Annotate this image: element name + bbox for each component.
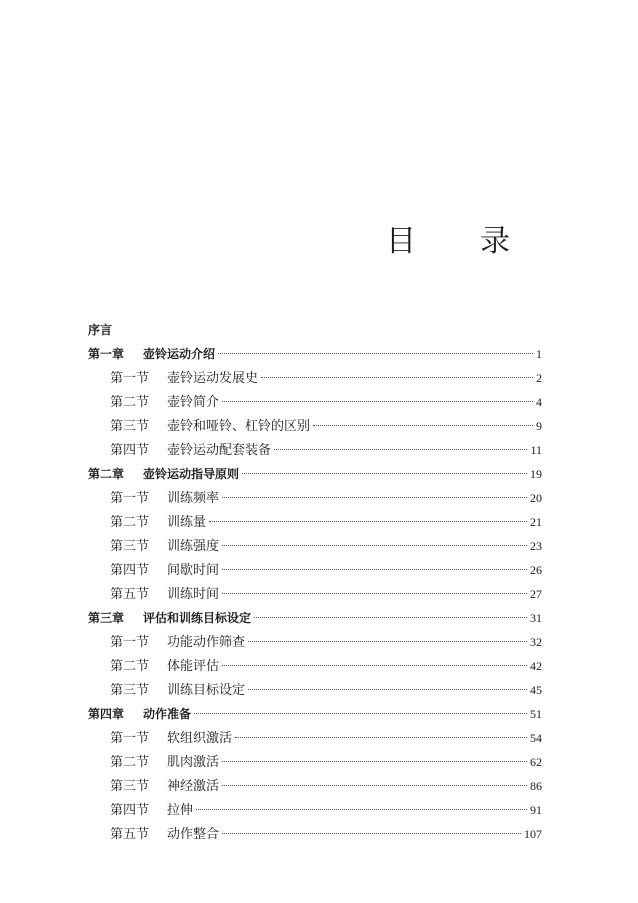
page-number: 4 xyxy=(536,395,542,409)
page-number: 31 xyxy=(530,611,542,625)
chapter-number: 第三章 xyxy=(88,611,125,625)
toc-section-row[interactable] xyxy=(88,390,542,414)
page-number: 27 xyxy=(530,587,542,601)
section-number: 第五节 xyxy=(110,587,150,602)
page-number: 51 xyxy=(530,707,542,721)
page-number: 45 xyxy=(530,683,542,697)
section-title: 壶铃运动发展史 xyxy=(167,371,259,386)
section-title: 肌肉激活 xyxy=(167,755,220,770)
section-title: 训练频率 xyxy=(167,491,220,506)
section-number: 第二节 xyxy=(110,515,150,530)
toc-section-row[interactable] xyxy=(88,438,542,462)
toc-section-row[interactable] xyxy=(88,798,542,822)
section-title: 拉伸 xyxy=(167,803,194,818)
toc-chapter-row[interactable] xyxy=(88,606,542,630)
toc-chapter-row[interactable] xyxy=(88,342,542,366)
dot-leader xyxy=(242,473,527,474)
toc-section-row[interactable] xyxy=(88,822,542,846)
page-number: 21 xyxy=(530,515,542,529)
toc-section-row[interactable] xyxy=(88,678,542,702)
dot-leader xyxy=(209,521,527,522)
chapter-title: 评估和训练目标设定 xyxy=(143,611,252,625)
section-number: 第二节 xyxy=(110,659,150,674)
page-number: 23 xyxy=(530,539,542,553)
page-number: 86 xyxy=(530,779,542,793)
section-title: 壶铃简介 xyxy=(167,395,220,410)
dot-leader xyxy=(274,449,527,450)
dot-leader xyxy=(261,377,533,378)
dot-leader xyxy=(222,545,527,546)
toc-preface[interactable] xyxy=(88,318,542,342)
page-number: 20 xyxy=(530,491,542,505)
toc-entries xyxy=(88,342,542,846)
section-title: 神经激活 xyxy=(167,779,220,794)
dot-leader xyxy=(194,713,527,714)
section-number: 第五节 xyxy=(110,827,150,842)
chapter-title: 动作准备 xyxy=(143,707,192,721)
section-number: 第二节 xyxy=(110,755,150,770)
page-number: 107 xyxy=(524,827,542,841)
chapter-number: 第一章 xyxy=(88,347,125,361)
section-title: 间歇时间 xyxy=(167,563,220,578)
dot-leader xyxy=(222,665,527,666)
toc-section-row[interactable] xyxy=(88,558,542,582)
toc-section-row[interactable] xyxy=(88,774,542,798)
section-title: 动作整合 xyxy=(167,827,220,842)
section-number: 第一节 xyxy=(110,491,150,506)
toc-section-row[interactable] xyxy=(88,534,542,558)
toc-section-row[interactable] xyxy=(88,630,542,654)
toc-section-row[interactable] xyxy=(88,414,542,438)
page-number: 2 xyxy=(536,371,542,385)
section-title: 训练强度 xyxy=(167,539,220,554)
section-number: 第三节 xyxy=(110,779,150,794)
section-number: 第二节 xyxy=(110,395,150,410)
dot-leader xyxy=(218,353,533,354)
chapter-title: 壶铃运动介绍 xyxy=(143,347,216,361)
section-title: 软组织激活 xyxy=(167,731,233,746)
toc-section-row[interactable] xyxy=(88,582,542,606)
section-title: 训练时间 xyxy=(167,587,220,602)
section-number: 第三节 xyxy=(110,419,150,434)
chapter-number: 第四章 xyxy=(88,707,125,721)
page-number: 54 xyxy=(530,731,542,745)
toc-section-row[interactable] xyxy=(88,750,542,774)
page-title-char-1: 目 xyxy=(386,224,416,259)
toc-preface-label: 序言 xyxy=(88,323,113,337)
page-title-char-2: 录 xyxy=(480,224,510,259)
section-title: 壶铃运动配套装备 xyxy=(167,443,272,458)
chapter-number: 第二章 xyxy=(88,467,125,481)
dot-leader xyxy=(222,833,521,834)
page-number: 11 xyxy=(530,443,542,457)
toc-section-row[interactable] xyxy=(88,726,542,750)
dot-leader xyxy=(254,617,527,618)
chapter-title: 壶铃运动指导原则 xyxy=(143,467,240,481)
toc-section-row[interactable] xyxy=(88,654,542,678)
section-number: 第一节 xyxy=(110,731,150,746)
dot-leader xyxy=(222,497,527,498)
section-title: 训练量 xyxy=(167,515,207,530)
dot-leader xyxy=(222,401,533,402)
toc-section-row[interactable] xyxy=(88,486,542,510)
toc-chapter-row[interactable] xyxy=(88,702,542,726)
dot-leader xyxy=(222,785,527,786)
page-title xyxy=(386,222,516,262)
page-number: 91 xyxy=(530,803,542,817)
section-number: 第三节 xyxy=(110,539,150,554)
page-number: 62 xyxy=(530,755,542,769)
dot-leader xyxy=(222,761,527,762)
section-number: 第四节 xyxy=(110,803,150,818)
section-number: 第三节 xyxy=(110,683,150,698)
page-number: 9 xyxy=(536,419,542,433)
dot-leader xyxy=(248,641,527,642)
toc-chapter-row[interactable] xyxy=(88,462,542,486)
section-number: 第一节 xyxy=(110,371,150,386)
section-number: 第一节 xyxy=(110,635,150,650)
page-number: 32 xyxy=(530,635,542,649)
section-title: 功能动作筛查 xyxy=(167,635,246,650)
table-of-contents xyxy=(88,318,542,846)
section-number: 第四节 xyxy=(110,443,150,458)
dot-leader xyxy=(313,425,533,426)
dot-leader xyxy=(235,737,527,738)
dot-leader xyxy=(222,569,527,570)
dot-leader xyxy=(196,809,527,810)
section-title: 训练目标设定 xyxy=(167,683,246,698)
section-title: 壶铃和哑铃、杠铃的区别 xyxy=(167,419,311,434)
page-number: 26 xyxy=(530,563,542,577)
section-title: 体能评估 xyxy=(167,659,220,674)
page-number: 19 xyxy=(530,467,542,481)
toc-section-row[interactable] xyxy=(88,366,542,390)
toc-section-row[interactable] xyxy=(88,510,542,534)
page-number: 1 xyxy=(536,347,542,361)
section-number: 第四节 xyxy=(110,563,150,578)
dot-leader xyxy=(248,689,527,690)
dot-leader xyxy=(222,593,527,594)
page-number: 42 xyxy=(530,659,542,673)
